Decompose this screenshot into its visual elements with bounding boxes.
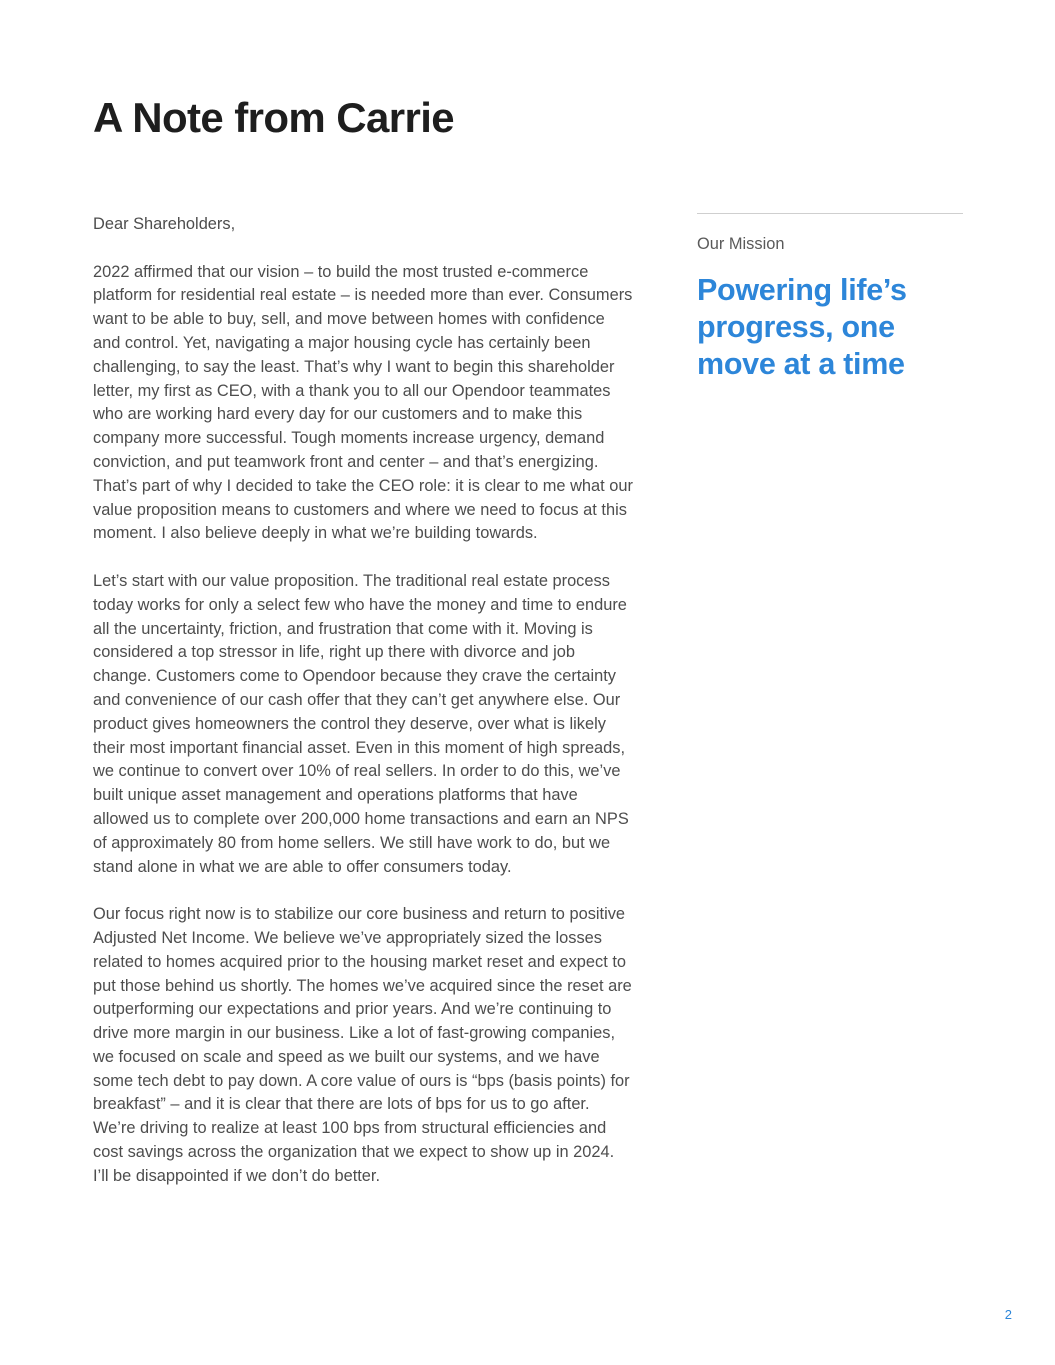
letter-salutation: Dear Shareholders, — [93, 215, 236, 233]
page-title: A Note from Carrie — [93, 94, 455, 141]
page-number: 2 — [1004, 1307, 1012, 1322]
letter-paragraph-1: 2022 affirmed that our vision – to build the most trusted e-commerce platform for residential real estate – is needed more than ever. Consumers want to be able to buy, sell, and move between homes with confidence and control. Yet, navigating a major housing cycle has certainly been challenging, to say the least. That’s why I want to begin this shareholder letter, my first as CEO, with a thank you to all our Opendoor teammates who are working hard every day for our customers and to make this company more successful. Tough moments increase urgency, demand conviction, and put teamwork front and center – and that’s energizing. That’s part of why I decided to take the CEO role: it is clear to me what our value proposition means to customers and where we need to focus at this moment. I also believe deeply in what we’re building towards. — [93, 262, 633, 543]
letter-body — [93, 213, 633, 1212]
letter-paragraph-3: Our focus right now is to stabilize our core business and return to positive Adjusted Net Income. We believe we’ve appropriately sized the losses related to homes acquired prior to the housing market reset and expect to put those behind us shortly. The homes we’ve acquired since the reset are outperforming our expectations and prior years. And we’re continuing to drive more margin in our business. Like a lot of fast-growing companies, we focused on scale and speed as we built our systems, and we have some tech debt to pay down. A core value of ours is “bps (basis points) for breakfast” – and it is clear that there are lots of bps for us to go after. We’re driving to realize at least 100 bps from structural efficiencies and cost savings across the organization that we expect to show up in 2024. I’ll be disappointed if we don’t do better. — [93, 905, 632, 1185]
mission-label: Our Mission — [697, 235, 785, 253]
mission-sidebar — [697, 213, 963, 383]
sidebar-divider — [697, 213, 963, 214]
letter-paragraph-2: Let’s start with our value proposition. The traditional real estate process today works for only a select few who have the money and time to endure all the uncertainty, friction, and frustration that come with it. Moving is considered a top stressor in life, right up there with divorce and job change. Customers come to Opendoor because they crave the certainty and convenience of our cash offer that they can’t get anywhere else. Our product gives homeowners the control they deserve, over what is likely their most important financial asset. Even in this moment of high spreads, we continue to convert over 10% of real sellers. In order to do this, we’ve built unique asset management and operations platforms that have allowed us to complete over 200,000 home transactions and earn an NPS of approximately 80 from home sellers. We still have work to do, but we stand alone in what we are able to offer consumers today. — [93, 571, 629, 876]
mission-statement: Powering life’s progress, one move at a time — [697, 273, 907, 381]
